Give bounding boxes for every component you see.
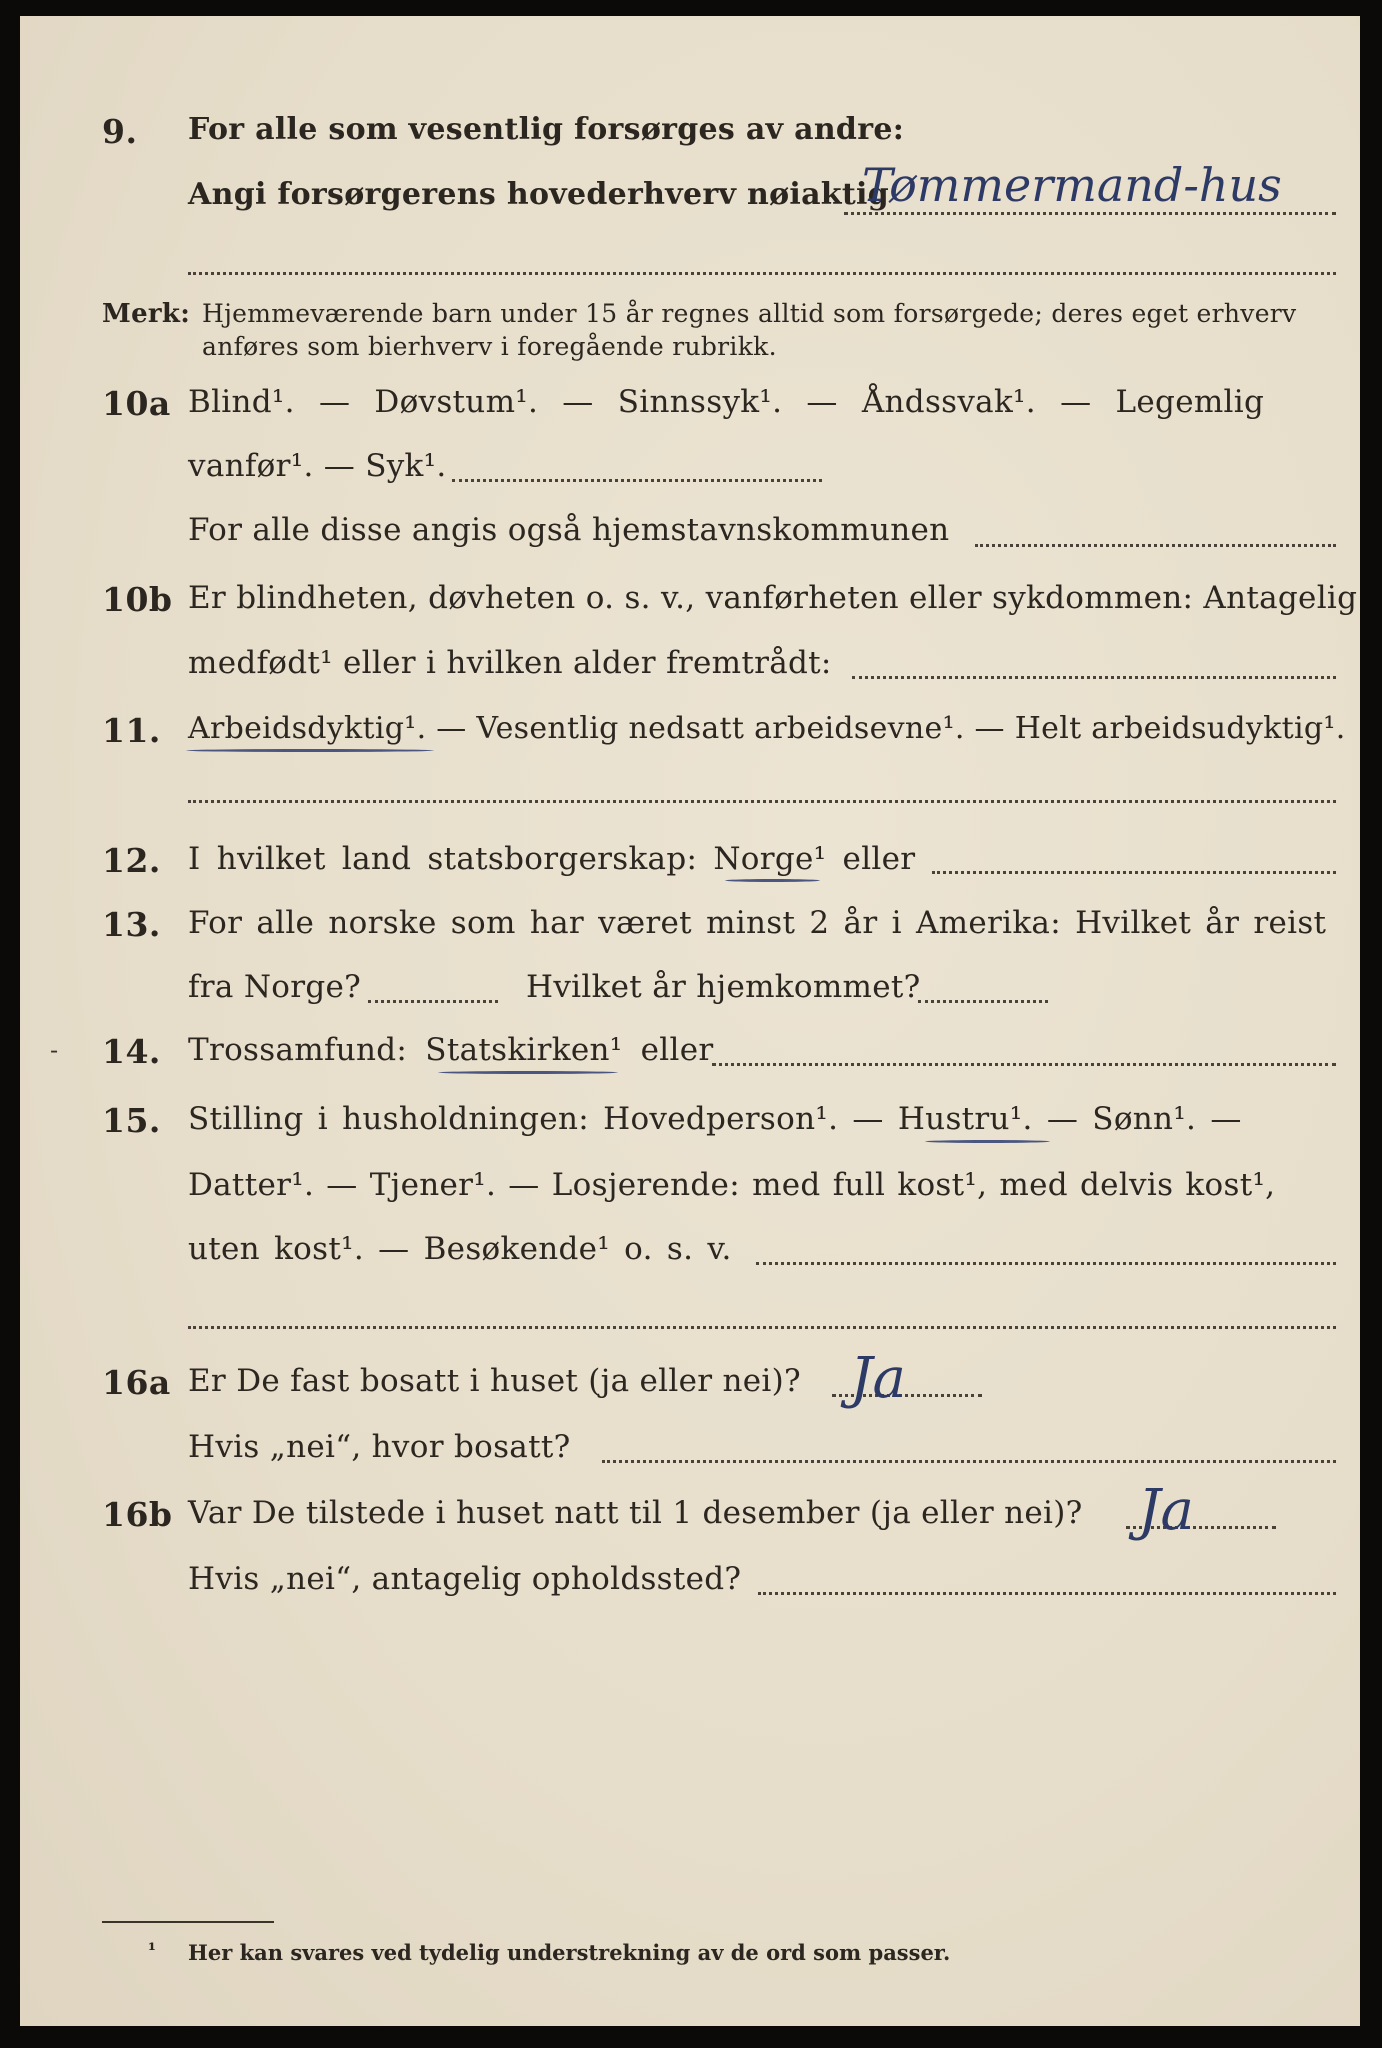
q16a-line1: Er De fast bosatt i huset (ja eller nei)?: [188, 1363, 801, 1399]
q14-number: 14.: [102, 1032, 161, 1071]
q9-line1: For alle som vesentlig forsørges av andre:: [188, 112, 905, 147]
q14-line1: Trossamfund: Statskirken¹ eller: [188, 1032, 714, 1068]
q13-line2a: fra Norge?: [188, 969, 362, 1005]
q10a-line2: vanfør¹. — Syk¹.: [188, 448, 447, 484]
q11-underline-arbeidsdyktig: [186, 749, 434, 752]
q9-number: 9.: [102, 112, 138, 151]
q15-line3: uten kost¹. — Besøkende¹ o. s. v.: [188, 1231, 732, 1267]
q13-line1: For alle norske som har været minst 2 år i Amerika: Hvilket år reist: [188, 905, 1327, 941]
q10b-number: 10b: [102, 580, 173, 619]
footnote-rule: [102, 1921, 274, 1923]
q15-number: 15.: [102, 1101, 161, 1140]
q10a-syk-line: [452, 479, 822, 482]
q10b-line1: Er blindheten, døvheten o. s. v., vanførheten eller sykdommen: Antagelig: [188, 580, 1358, 616]
margin-dash: -: [50, 1036, 59, 1064]
q11-line1: Arbeidsdyktig¹. — Vesentlig nedsatt arbeidsevne¹. — Helt arbeidsudyktig¹.: [188, 711, 1346, 746]
merk-label: Merk:: [102, 299, 191, 329]
q13-line2b: Hvilket år hjemkommet?: [526, 969, 921, 1005]
q16a-answer-handwriting: Ja: [850, 1346, 906, 1411]
q11-number: 11.: [102, 711, 161, 750]
q16b-answer-handwriting: Ja: [1138, 1478, 1194, 1543]
q15-line2: Datter¹. — Tjener¹. — Losjerende: med full kost¹, med delvis kost¹,: [188, 1167, 1276, 1203]
q9-extra-line: [188, 272, 1336, 275]
q14-answer-line: [712, 1063, 1336, 1066]
q16a-number: 16a: [102, 1363, 171, 1402]
q16a-line2: Hvis „nei“, hvor bosatt?: [188, 1429, 571, 1465]
q10b-answer-line: [852, 676, 1336, 679]
q12-underline-norge: [725, 879, 820, 882]
census-form-page: [20, 16, 1360, 2026]
q10b-line2: medfødt¹ eller i hvilken alder fremtrådt:: [188, 645, 832, 681]
merk-line2: anføres som bierhverv i foregående rubrikk.: [202, 332, 777, 361]
q15-underline-hustru: [925, 1140, 1050, 1143]
q10a-number: 10a: [102, 384, 171, 423]
q12-answer-line: [932, 871, 1336, 874]
q16b-line1: Var De tilstede i huset natt til 1 desember (ja eller nei)?: [188, 1495, 1083, 1531]
q10a-line3: For alle disse angis også hjemstavnskommunen: [188, 512, 950, 548]
q10a-hjemstavn-line: [975, 544, 1336, 547]
q9-answer-line: [844, 212, 1336, 215]
q16b-line2: Hvis „nei“, antagelig opholdssted?: [188, 1561, 742, 1597]
q12-line1: I hvilket land statsborgerskap: Norge¹ eller: [188, 841, 916, 877]
q13-hjemkommet-line: [918, 1000, 1048, 1003]
q12-number: 12.: [102, 841, 161, 880]
q16b-opholdssted-line: [758, 1592, 1336, 1595]
q15-line1: Stilling i husholdningen: Hovedperson¹. — Hustru¹. — Sønn¹. —: [188, 1101, 1242, 1137]
q11-answer-line: [188, 800, 1336, 803]
footnote-mark: ¹: [148, 1940, 156, 1961]
q13-reist-line: [368, 1000, 498, 1003]
merk-line1: Hjemmeværende barn under 15 år regnes alltid som forsørgede; deres eget erhverv: [202, 299, 1297, 328]
q14-underline-statskirken: [438, 1071, 618, 1074]
q16b-number: 16b: [102, 1495, 173, 1534]
q9-line2: Angi forsørgerens hovederhverv nøiaktig: [188, 177, 890, 212]
q16a-bosatt-line: [602, 1460, 1336, 1463]
q15-answer-line: [756, 1262, 1336, 1265]
footnote-text: Her kan svares ved tydelig understrekning av de ord som passer.: [188, 1940, 951, 1965]
q9-answer-handwriting: Tømmermand-hus: [862, 158, 1282, 212]
q10a-line1: Blind¹. — Døvstum¹. — Sinnssyk¹. — Åndssvak¹. — Legemlig: [188, 384, 1265, 420]
q13-number: 13.: [102, 905, 161, 944]
q15-extra-line: [188, 1326, 1336, 1329]
